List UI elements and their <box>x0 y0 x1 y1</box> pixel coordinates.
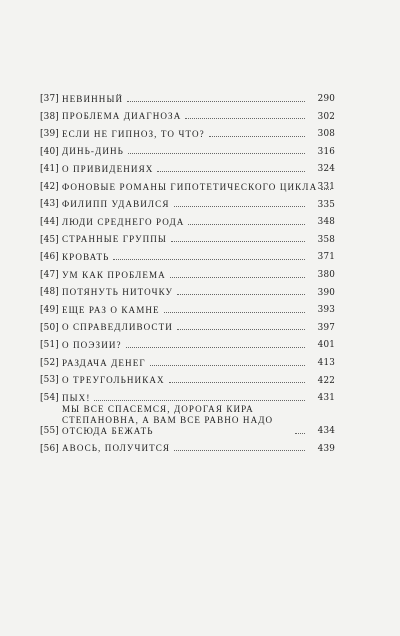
toc-entry-page: 308 <box>317 129 335 140</box>
dot-leader <box>157 171 305 172</box>
toc-entry-body <box>62 375 335 386</box>
toc-entry-page: 422 <box>317 375 335 386</box>
toc-entry-body <box>62 322 335 333</box>
toc-entry-title: ЕЩЕ РАЗ О КАМНЕ <box>62 304 160 315</box>
toc-entry-title-wrap <box>62 129 311 140</box>
toc-entry-title: НЕВИННЫЙ <box>62 93 124 104</box>
toc-entry-page: 397 <box>317 322 335 333</box>
toc-entry <box>40 105 335 123</box>
toc-entry-title-wrap <box>62 322 311 333</box>
dot-leader <box>295 433 305 434</box>
toc-entry-number: [43] <box>40 199 59 210</box>
toc-entry-page: 371 <box>317 252 335 263</box>
table-of-contents <box>40 87 335 454</box>
toc-entry-body <box>62 182 335 193</box>
toc-entry-title-wrap <box>62 199 311 210</box>
toc-entry <box>40 245 335 263</box>
dot-leader <box>174 450 305 451</box>
toc-entry-title: О ТРЕУГОЛЬНИКАХ <box>62 375 165 386</box>
toc-entry-page: 358 <box>317 234 335 245</box>
toc-entry-body <box>62 287 335 298</box>
toc-entry-page: 348 <box>317 217 335 228</box>
dot-leader <box>164 312 305 313</box>
toc-entry-title-wrap <box>62 146 311 157</box>
toc-entry-number: [45] <box>40 234 59 245</box>
toc-entry-page: 439 <box>317 443 335 454</box>
toc-entry-body <box>62 404 335 437</box>
toc-entry-number: [54] <box>40 393 59 403</box>
toc-entry-number: [55] <box>40 426 59 436</box>
toc-entry <box>40 87 335 105</box>
toc-entry-body <box>62 393 335 404</box>
dot-leader <box>321 189 331 190</box>
toc-entry <box>40 193 335 211</box>
dot-leader <box>127 101 305 102</box>
toc-entry-page: 413 <box>317 357 335 368</box>
dot-leader <box>171 241 305 242</box>
toc-entry <box>40 333 335 351</box>
toc-entry-number: [51] <box>40 340 59 351</box>
toc-entry-title-wrap <box>62 217 311 228</box>
toc-entry-body <box>62 146 335 157</box>
toc-entry-number: [39] <box>40 129 59 140</box>
toc-entry-title: ФОНОВЫЕ РОМАНЫ ГИПОТЕТИЧЕСКОГО ЦИКЛА <box>62 181 318 192</box>
dot-leader <box>128 153 305 154</box>
toc-entry-title: ПЫХ! <box>62 392 91 403</box>
toc-entry-page: 431 <box>317 393 335 404</box>
toc-entry-title: УМ КАК ПРОБЛЕМА <box>62 269 166 280</box>
toc-entry-title-wrap <box>62 358 311 369</box>
toc-entry-title-wrap <box>62 375 311 386</box>
toc-entry-body <box>62 164 335 175</box>
toc-entry-title: О ПОЭЗИИ? <box>62 340 122 350</box>
toc-entry <box>40 404 335 437</box>
toc-entry-title: АВОСЬ, ПОЛУЧИТСЯ <box>62 443 171 454</box>
toc-entry-title: ЛЮДИ СРЕДНЕГО РОДА <box>62 216 185 227</box>
dot-leader <box>113 259 305 260</box>
toc-entry-title-wrap <box>62 94 311 105</box>
toc-entry-body <box>62 358 335 369</box>
toc-entry-title-wrap <box>62 181 318 193</box>
toc-entry-title-wrap <box>62 164 311 175</box>
toc-entry-title: ДИНЬ-ДИНЬ <box>62 146 124 157</box>
toc-entry-number: [44] <box>40 217 59 228</box>
toc-entry-number: [42] <box>40 181 59 192</box>
toc-entry-page: 316 <box>317 146 335 157</box>
toc-entry-number: [40] <box>40 146 59 157</box>
toc-entry-body <box>62 129 335 140</box>
toc-entry-title: ПОТЯНУТЬ НИТОЧКУ <box>62 287 174 298</box>
toc-entry-number: [48] <box>40 287 59 298</box>
toc-entry <box>40 157 335 175</box>
toc-entry <box>40 298 335 316</box>
dot-leader <box>177 294 305 295</box>
toc-entry-number: [41] <box>40 164 59 175</box>
toc-entry-number: [37] <box>40 93 59 104</box>
toc-entry-number: [38] <box>40 111 59 122</box>
dot-leader <box>126 347 305 348</box>
dot-leader <box>177 329 305 330</box>
toc-entry-title: О ПРИВИДЕНИЯХ <box>62 164 154 175</box>
toc-entry-number: [46] <box>40 252 59 263</box>
toc-entry-body <box>62 111 335 122</box>
toc-entry <box>40 228 335 246</box>
toc-entry-title: МЫ ВСЕ СПАСЕМСЯ, ДОРОГАЯ КИРА СТЕПАНОВНА, А ВАМ ВСЕ РАВНО НАДО ОТСЮДА БЕЖАТЬ <box>62 403 274 436</box>
toc-entry-page: 393 <box>317 305 335 316</box>
toc-entry-title: РАЗДАЧА ДЕНЕГ <box>62 357 146 368</box>
toc-entry-page: 302 <box>317 111 335 122</box>
dot-leader <box>185 118 305 119</box>
dot-leader <box>174 206 306 207</box>
toc-entry <box>40 437 335 455</box>
toc-entry-body <box>62 94 335 105</box>
toc-entry-body <box>62 252 335 263</box>
toc-entry <box>40 351 335 369</box>
toc-entry-page: 290 <box>317 94 335 105</box>
toc-entry-body <box>62 234 335 245</box>
toc-entry-body <box>62 305 335 316</box>
toc-entry-title-wrap <box>62 305 311 316</box>
toc-entry-body <box>62 217 335 228</box>
toc-entry-title-wrap <box>62 234 311 245</box>
toc-entry-title-wrap <box>62 393 311 404</box>
toc-entry-body <box>62 340 335 351</box>
dot-leader <box>188 224 305 225</box>
toc-entry-title-wrap <box>62 287 311 298</box>
toc-entry-title-wrap <box>62 340 311 351</box>
toc-entry-number: [47] <box>40 269 59 280</box>
toc-entry-page: 380 <box>317 269 335 280</box>
toc-entry <box>40 140 335 158</box>
toc-entry-page: 335 <box>317 199 335 210</box>
toc-entry <box>40 263 335 281</box>
toc-entry-body <box>62 443 335 454</box>
toc-entry-body <box>62 270 335 281</box>
toc-entry-number: [53] <box>40 375 59 386</box>
toc-entry <box>40 175 335 193</box>
toc-entry-title-wrap <box>62 270 311 281</box>
toc-entry-title-wrap <box>62 111 311 122</box>
toc-entry-page: 434 <box>317 426 335 437</box>
toc-entry-title-wrap <box>62 404 311 437</box>
toc-entry-number: [50] <box>40 322 59 333</box>
toc-entry-page: 324 <box>317 164 335 175</box>
toc-entry-page: 331 <box>317 182 335 193</box>
dot-leader <box>94 400 305 401</box>
toc-entry-title: ЕСЛИ НЕ ГИПНОЗ, ТО ЧТО? <box>62 128 205 139</box>
toc-entry <box>40 369 335 387</box>
toc-entry-title-wrap <box>62 252 311 263</box>
dot-leader <box>150 365 305 366</box>
toc-entry-number: [52] <box>40 357 59 368</box>
toc-entry <box>40 281 335 299</box>
toc-entry <box>40 210 335 228</box>
toc-entry-page: 390 <box>317 287 335 298</box>
toc-entry-number: [49] <box>40 305 59 316</box>
toc-entry-title: КРОВАТЬ <box>62 252 110 263</box>
toc-entry-number: [56] <box>40 443 59 454</box>
toc-entry <box>40 386 335 404</box>
toc-entry-title-wrap <box>62 443 311 454</box>
toc-entry <box>40 122 335 140</box>
toc-entry-body <box>62 199 335 210</box>
toc-entry-title: О СПРАВЕДЛИВОСТИ <box>62 322 173 333</box>
dot-leader <box>169 382 305 383</box>
toc-entry-page: 401 <box>317 340 335 351</box>
toc-entry-title: ПРОБЛЕМА ДИАГНОЗА <box>62 111 182 122</box>
toc-entry <box>40 316 335 334</box>
toc-entry-title: ФИЛИПП УДАВИЛСЯ <box>62 199 170 210</box>
dot-leader <box>170 277 305 278</box>
dot-leader <box>209 136 305 137</box>
toc-entry-title: СТРАННЫЕ ГРУППЫ <box>62 234 167 245</box>
